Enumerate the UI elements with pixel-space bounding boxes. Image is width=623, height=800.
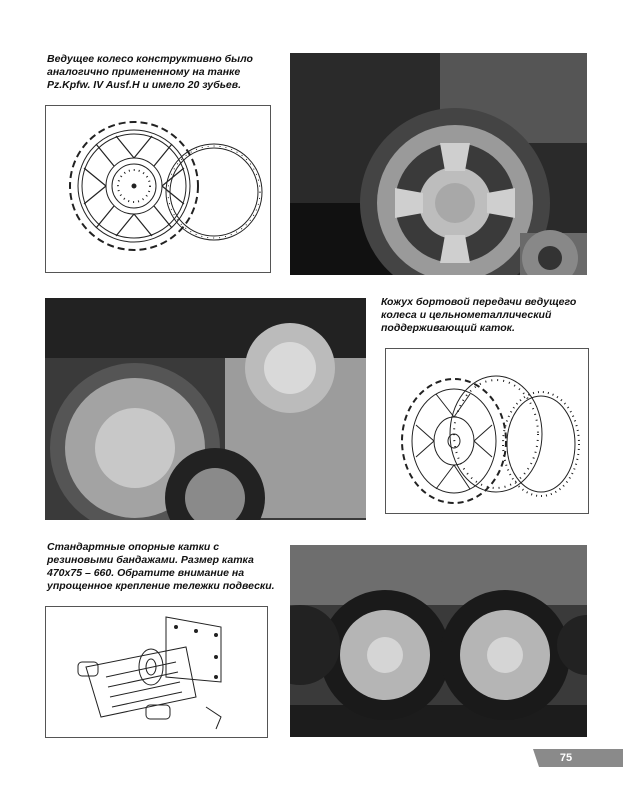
final-drive-line-drawing (386, 349, 588, 513)
sprocket-line-drawing (46, 106, 270, 272)
photo-road-wheels (290, 545, 587, 737)
photo-final-drive (45, 298, 366, 520)
caption-drive-sprocket: Ведущее колесо конструктивно было аналогично примененному на танке Pz.Kpfw. IV Ausf.H и имело 20 зубьев. (47, 53, 253, 91)
photo-drive-sprocket (290, 53, 587, 275)
drawing-suspension-bogie (45, 606, 268, 738)
page-number: 75 (559, 752, 573, 764)
caption-final-drive: Кожух бортовой передачи ведущего колеса и цельнометаллический поддерживающий каток. (381, 296, 577, 334)
drawing-final-drive (385, 348, 589, 514)
drawing-drive-sprocket (45, 105, 271, 273)
suspension-line-drawing (46, 607, 267, 737)
caption-road-wheels: Стандартные опорные катки с резиновыми бандажами. Размер катка 470x75 – 660. Обратите внимание на упрощенное крепление тележки подвески. (47, 541, 275, 592)
